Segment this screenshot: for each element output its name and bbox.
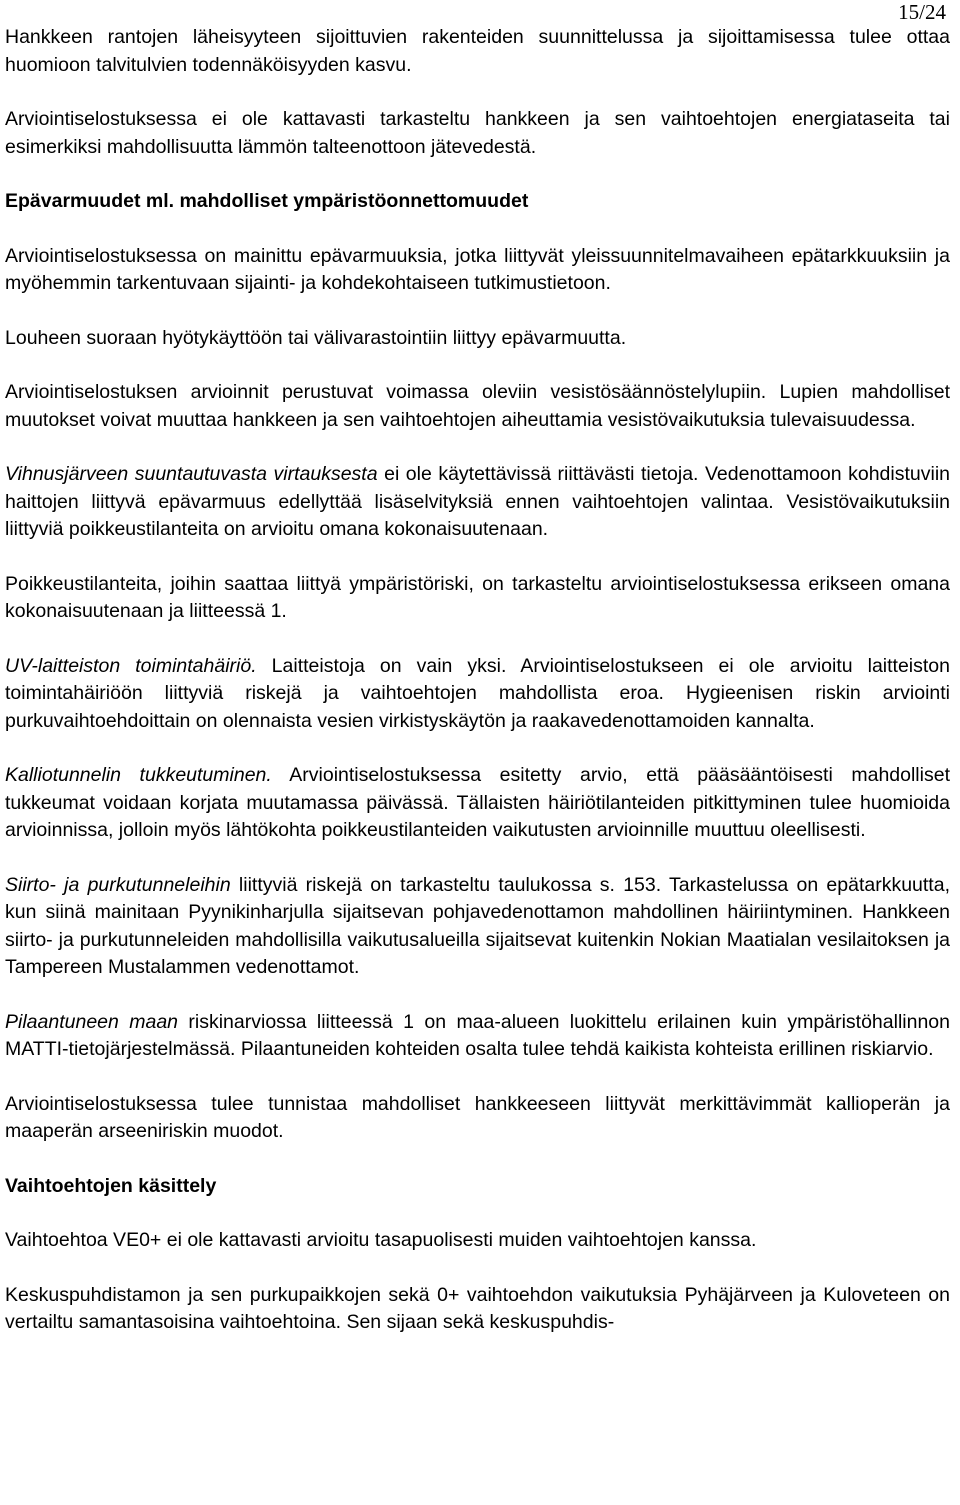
document-body — [5, 24, 950, 1337]
paragraph-tunnel-blockage: Kalliotunnelin tukkeutuminen. Arviointiselostuksessa esitetty arvio, että pääsääntöisesti mahdolliset tukkeumat voidaan korjata muutamassa päivässä. Tällaisten häiriötilanteiden pitkittyminen tulee huomioida arvioinnissa, jolloin myös lähtökohta poikkeustilanteiden vaikutusten arvioinnille muuttuu oleellisesti. — [5, 764, 950, 841]
italic-term: UV-laitteiston toimintahäiriö. — [5, 654, 257, 677]
section-heading-alternatives: Vaihtoehtojen käsittely — [5, 1174, 217, 1197]
paragraph-flood-risk: Hankkeen rantojen läheisyyteen sijoittuvien rakenteiden suunnittelussa ja sijoittamisessa tulee ottaa huomioon talvitulvien todennäköisyyden kasvu. — [5, 26, 950, 76]
section-heading-uncertainties: Epävarmuudet ml. mahdolliset ympäristöonnettomuudet — [5, 190, 529, 212]
paragraph-water-permits: Arviointiselostuksen arvioinnit perustuvat voimassa oleviin vesistösäännöstelylupiin. Lupien mahdolliset muutokset voivat muuttaa hankkeen ja sen vaihtoehtojen aiheuttamia vesistövaikutuksia tulevaisuudessa. — [5, 381, 950, 431]
paragraph-ve0-alternative: Vaihtoehtoa VE0+ ei ole kattavasti arvioitu tasapuolisesti muiden vaihtoehtojen kanssa. — [5, 1229, 757, 1251]
page-number: 15/24 — [898, 0, 946, 24]
italic-term: Kalliotunnelin tukkeutuminen. — [5, 764, 272, 786]
paragraph-central-plant: Keskuspuhdistamon ja sen purkupaikkojen sekä 0+ vaihtoehdon vaikutuksia Pyhäjärveen ja Kuloveteen on vertailtu samantasoisina vaihtoehtoina. Sen sijaan sekä keskuspuhdis- — [5, 1283, 950, 1333]
paragraph-rock-spoil: Louheen suoraan hyötykäyttöön tai välivarastointiin liittyy epävarmuutta. — [5, 326, 627, 349]
paragraph-arsenic-risk: Arviointiselostuksessa tulee tunnistaa mahdolliset hankkeeseen liittyvät merkittävimmät kallioperän ja maaperän arseeniriskin muodot. — [5, 1092, 950, 1142]
paragraph-uncertainties: Arviointiselostuksessa on mainittu epävarmuuksia, jotka liittyvät yleissuunnitelmavaiheen epätarkkuuksiin ja myöhemmin tarkentuvaan sijainti- ja kohdekohtaiseen tutkimustietoon. — [5, 244, 950, 294]
paragraph-energy-balance: Arviointiselostuksessa ei ole kattavasti tarkasteltu hankkeen ja sen vaihtoehtojen energiataseita tai esimerkiksi mahdollisuutta lämmön talteenottoon jätevedestä. — [5, 108, 950, 158]
paragraph-uv-equipment: UV-laitteiston toimintahäiriö. Laitteistoja on vain yksi. Arviointiselostukseen ei ole arvioitu laitteiston toimintahäiriöön liittyviä riskejä ja vaihtoehtojen mahdollista eroa. Hygieenisen riskin arviointi purkuvaihtoehdoittain on olennaista vesien virkistyskäytön ja raakavedenottamoiden kannalta. — [5, 654, 950, 732]
italic-term: Vihnusjärveen suuntautuvasta virtauksesta — [5, 463, 378, 485]
paragraph-transfer-tunnels: Siirto- ja purkutunneleihin liittyviä riskejä on tarkasteltu taulukossa s. 153. Tarkastelussa on epätarkkuutta, kun siinä mainitaan Pyynikinharjulla sijaitsevan pohjavedenottamon mahdollinen häiriintyminen. Hankkeen siirto- ja purkutunneleiden mahdollisilla vaikutusalueilla sijaitsevat kuitenkin Nokian Maatialan vesilaitoksen ja Tampereen Mustalammen vedenottamot. — [5, 873, 950, 978]
paragraph-exceptional-situations: Poikkeustilanteita, joihin saattaa liittyä ympäristöriski, on tarkasteltu arviointiselostuksessa erikseen omana kokonaisuutenaan ja liitteessä 1. — [5, 572, 950, 622]
italic-term: Pilaantuneen maan — [5, 1010, 179, 1033]
italic-term: Siirto- ja purkutunneleihin — [5, 873, 231, 896]
paragraph-contaminated-soil: Pilaantuneen maan riskinarviossa liitteessä 1 on maa-alueen luokittelu erilainen kuin ympäristöhallinnon MATTI-tietojärjestelmässä. Pilaantuneiden kohteiden osalta tulee tehdä kaikista kohteista erillinen riskiarvio. — [5, 1010, 950, 1060]
paragraph-vihnusjarvi: Vihnusjärveen suuntautuvasta virtauksesta ei ole käytettävissä riittävästi tietoja. Vedenottamoon kohdistuviin haittojen liittyvä epävarmuus edellyttää lisäselvityksiä ennen vaihtoehtojen valintaa. Vesistövaikutuksiin liittyviä poikkeustilanteita on arvioitu omana kokonaisuutenaan. — [5, 463, 950, 540]
